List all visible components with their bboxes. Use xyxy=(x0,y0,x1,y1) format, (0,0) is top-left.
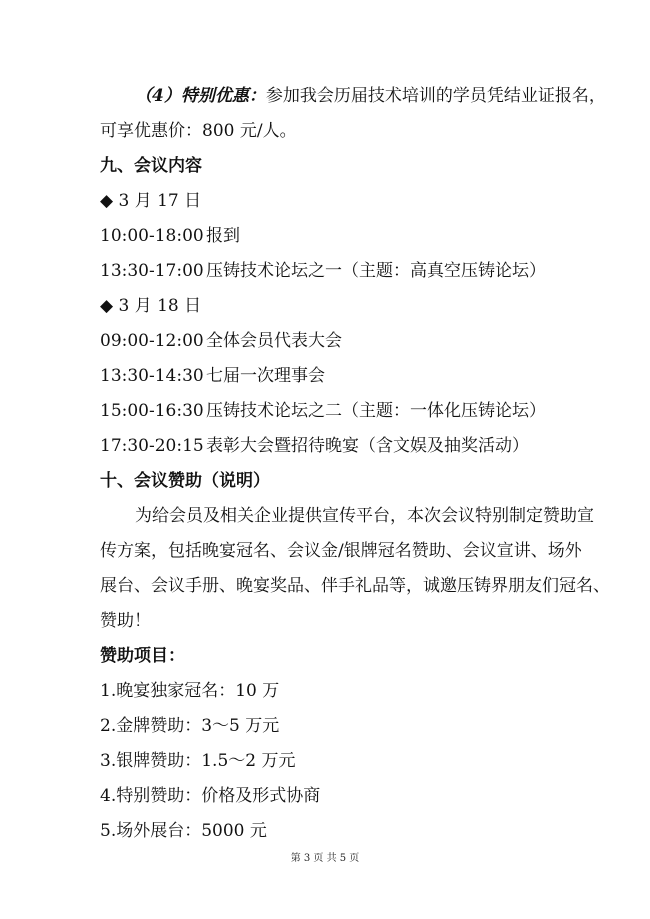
schedule-time: 13:30-14:30 xyxy=(100,366,204,386)
sponsorship-item: 5.场外展台：5000 元 xyxy=(100,821,267,841)
sponsorship-item: 2.金牌赞助：3～5 万元 xyxy=(100,716,280,736)
schedule-time: 13:30-17:00 xyxy=(100,261,204,281)
schedule-time: 15:00-16:30 xyxy=(100,401,204,421)
sponsorship-item: 1.晚宴独家冠名：10 万 xyxy=(100,681,280,701)
schedule-time: 17:30-20:15 xyxy=(100,436,204,456)
sponsorship-items-heading: 赞助项目： xyxy=(100,646,185,666)
schedule-row xyxy=(100,399,580,423)
special-offer-continuation: 可享优惠价：800 元/人。 xyxy=(100,121,297,141)
schedule-row xyxy=(100,364,580,388)
schedule-event: 七届一次理事会 xyxy=(206,366,325,386)
section-9-heading: 九、会议内容 xyxy=(100,156,202,176)
schedule-event: 压铸技术论坛之二（主题：一体化压铸论坛） xyxy=(206,401,546,421)
special-offer-line xyxy=(135,84,615,108)
schedule-event: 压铸技术论坛之一（主题：高真空压铸论坛） xyxy=(206,261,546,281)
sponsorship-paragraph-line: 展台、会议手册、晚宴奖品、伴手礼品等，诚邀压铸界朋友们冠名、 xyxy=(100,576,610,596)
sponsorship-item: 4.特别赞助：价格及形式协商 xyxy=(100,786,321,806)
schedule-event: 报到 xyxy=(206,226,240,246)
schedule-time: 09:00-12:00 xyxy=(100,331,204,351)
sponsorship-paragraph-line: 赞助！ xyxy=(100,611,151,631)
special-offer-label: （4）特别优惠： xyxy=(135,86,266,106)
day2-date: ◆ 3 月 18 日 xyxy=(100,296,202,316)
schedule-row xyxy=(100,434,580,458)
sponsorship-paragraph-line: 传方案，包括晚宴冠名、会议金/银牌冠名赞助、会议宣讲、场外 xyxy=(100,541,582,561)
sponsorship-paragraph-line: 为给会员及相关企业提供宣传平台，本次会议特别制定赞助宣 xyxy=(135,506,594,526)
schedule-event: 表彰大会暨招待晚宴（含文娱及抽奖活动） xyxy=(206,436,529,456)
schedule-row xyxy=(100,329,580,353)
schedule-row xyxy=(100,224,580,248)
special-offer-text: 参加我会历届技术培训的学员凭结业证报名， xyxy=(265,86,606,106)
page-number-footer: 第 3 页 共 5 页 xyxy=(290,853,360,864)
schedule-event: 全体会员代表大会 xyxy=(206,331,342,351)
schedule-row xyxy=(100,259,580,283)
sponsorship-item: 3.银牌赞助：1.5～2 万元 xyxy=(100,751,296,771)
schedule-time: 10:00-18:00 xyxy=(100,226,204,246)
section-10-heading: 十、会议赞助（说明） xyxy=(100,471,270,491)
day1-date: ◆ 3 月 17 日 xyxy=(100,191,202,211)
